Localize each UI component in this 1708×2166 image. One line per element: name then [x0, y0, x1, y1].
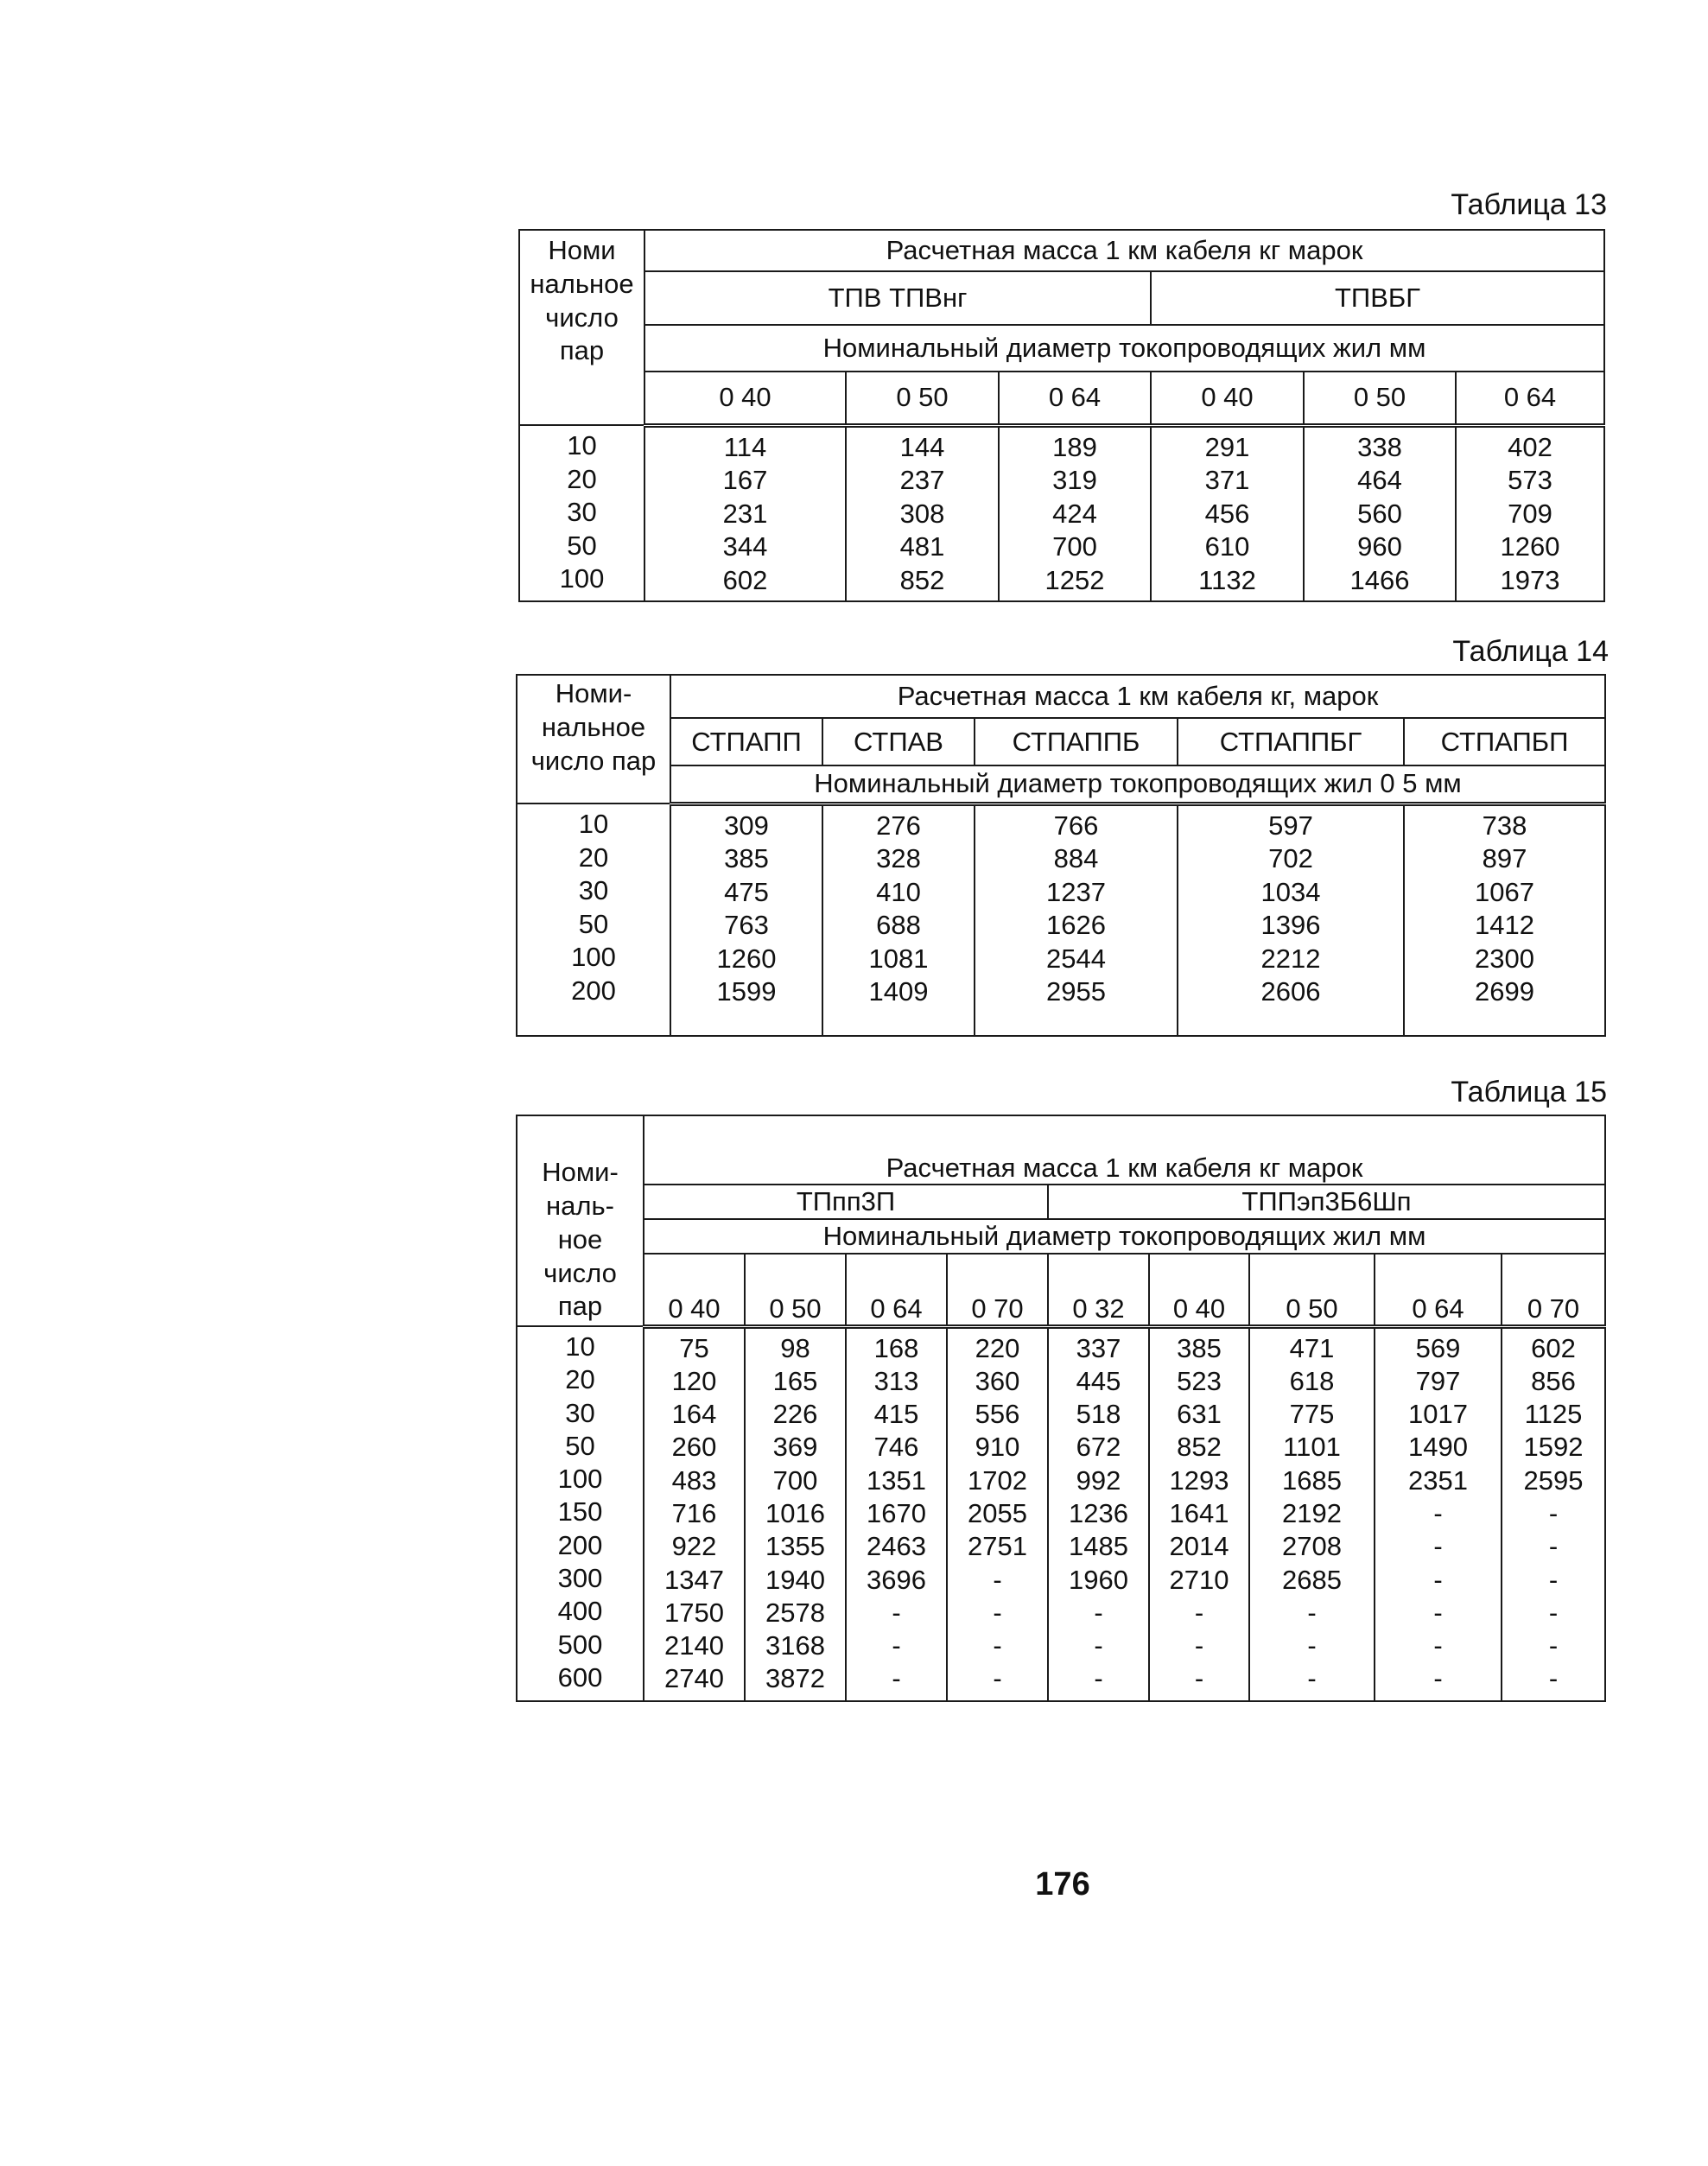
value-column: 309 385 475 763 1260 1599 — [670, 804, 822, 1036]
pairs-column: 10 20 30 50 100 200 — [517, 804, 670, 1036]
table14-caption: Таблица 14 — [1452, 635, 1609, 668]
diameter-cell: 0 50 — [1304, 372, 1456, 425]
value-column: 738 897 1067 1412 2300 2699 — [1404, 804, 1605, 1036]
pairs-column: 10 20 30 50 100 150 200 300 400 500 600 — [517, 1326, 644, 1701]
brand-header: СТПАПБП — [1404, 718, 1605, 765]
pairs-header: Номи- нальное число пар — [517, 675, 670, 804]
value-column: 144 237 308 481 852 — [846, 425, 999, 601]
value-column: 766 884 1237 1626 2544 2955 — [975, 804, 1178, 1036]
value-column: 98 165 226 369 700 1016 1355 1940 2578 3168 3872 — [745, 1326, 846, 1701]
diameter-cell: 0 64 — [1375, 1254, 1502, 1326]
value-column: 385 523 631 852 1293 1641 2014 2710 - - - — [1149, 1326, 1249, 1701]
brand-header: СТПАППБ — [975, 718, 1178, 765]
brand-group-header: ТПВБГ — [1151, 271, 1604, 325]
table14 — [516, 674, 1606, 1037]
value-column: 291 371 456 610 1132 — [1151, 425, 1304, 601]
diameter-cell: 0 50 — [745, 1254, 846, 1326]
value-column: 189 319 424 700 1252 — [999, 425, 1151, 601]
diameter-cell: 0 32 — [1048, 1254, 1149, 1326]
brand-header: СТПАПП — [670, 718, 822, 765]
pairs-header: Номи- наль- ное число пар — [517, 1115, 644, 1326]
diameter-header: Номинальный диаметр токопроводящих жил мм — [644, 325, 1604, 372]
diameter-cell: 0 40 — [1149, 1254, 1249, 1326]
table15-caption: Таблица 15 — [1451, 1076, 1607, 1108]
table-title: Расчетная масса 1 км кабеля кг марок — [644, 230, 1604, 271]
brand-group-header: ТПВ ТПВнг — [644, 271, 1151, 325]
table15 — [516, 1115, 1606, 1702]
value-column: 602 856 1125 1592 2595 - - - - - - — [1502, 1326, 1605, 1701]
value-column: 569 797 1017 1490 2351 - - - - - - — [1375, 1326, 1502, 1701]
brand-group-header: ТПпп3П — [644, 1185, 1048, 1219]
brand-header: СТПАППБГ — [1178, 718, 1404, 765]
diameter-cell: 0 40 — [1151, 372, 1304, 425]
diameter-cell: 0 50 — [846, 372, 999, 425]
table-title: Расчетная масса 1 км кабеля кг, марок — [670, 675, 1605, 718]
table13-caption: Таблица 13 — [1451, 188, 1607, 221]
value-column: 597 702 1034 1396 2212 2606 — [1178, 804, 1404, 1036]
value-column: 402 573 709 1260 1973 — [1456, 425, 1604, 601]
diameter-cell: 0 70 — [1502, 1254, 1605, 1326]
brand-group-header: ТППэп3Б6Шп — [1048, 1185, 1605, 1219]
value-column: 471 618 775 1101 1685 2192 2708 2685 - - - — [1249, 1326, 1375, 1701]
diameter-header: Номинальный диаметр токопроводящих жил 0 5 мм — [670, 765, 1605, 804]
value-column: 276 328 410 688 1081 1409 — [822, 804, 975, 1036]
pairs-column: 10 20 30 50 100 — [519, 425, 644, 601]
value-column: 337 445 518 672 992 1236 1485 1960 - - - — [1048, 1326, 1149, 1701]
diameter-cell: 0 64 — [1456, 372, 1604, 425]
diameter-cell: 0 40 — [644, 372, 846, 425]
table-title: Расчетная масса 1 км кабеля кг марок — [644, 1115, 1605, 1185]
diameter-cell: 0 64 — [846, 1254, 947, 1326]
value-column: 75 120 164 260 483 716 922 1347 1750 2140 2740 — [644, 1326, 745, 1701]
diameter-cell: 0 40 — [644, 1254, 745, 1326]
brand-header: СТПАВ — [822, 718, 975, 765]
value-column: 220 360 556 910 1702 2055 2751 - - - - — [947, 1326, 1048, 1701]
diameter-cell: 0 70 — [947, 1254, 1048, 1326]
value-column: 114 167 231 344 602 — [644, 425, 846, 601]
value-column: 168 313 415 746 1351 1670 2463 3696 - - - — [846, 1326, 947, 1701]
pairs-header: Номи нальное число пар — [519, 230, 644, 425]
diameter-cell: 0 64 — [999, 372, 1151, 425]
diameter-cell: 0 50 — [1249, 1254, 1375, 1326]
page-number: 176 — [1035, 1866, 1090, 1902]
diameter-header: Номинальный диаметр токопроводящих жил мм — [644, 1219, 1605, 1254]
value-column: 338 464 560 960 1466 — [1304, 425, 1456, 601]
table13 — [518, 229, 1605, 602]
